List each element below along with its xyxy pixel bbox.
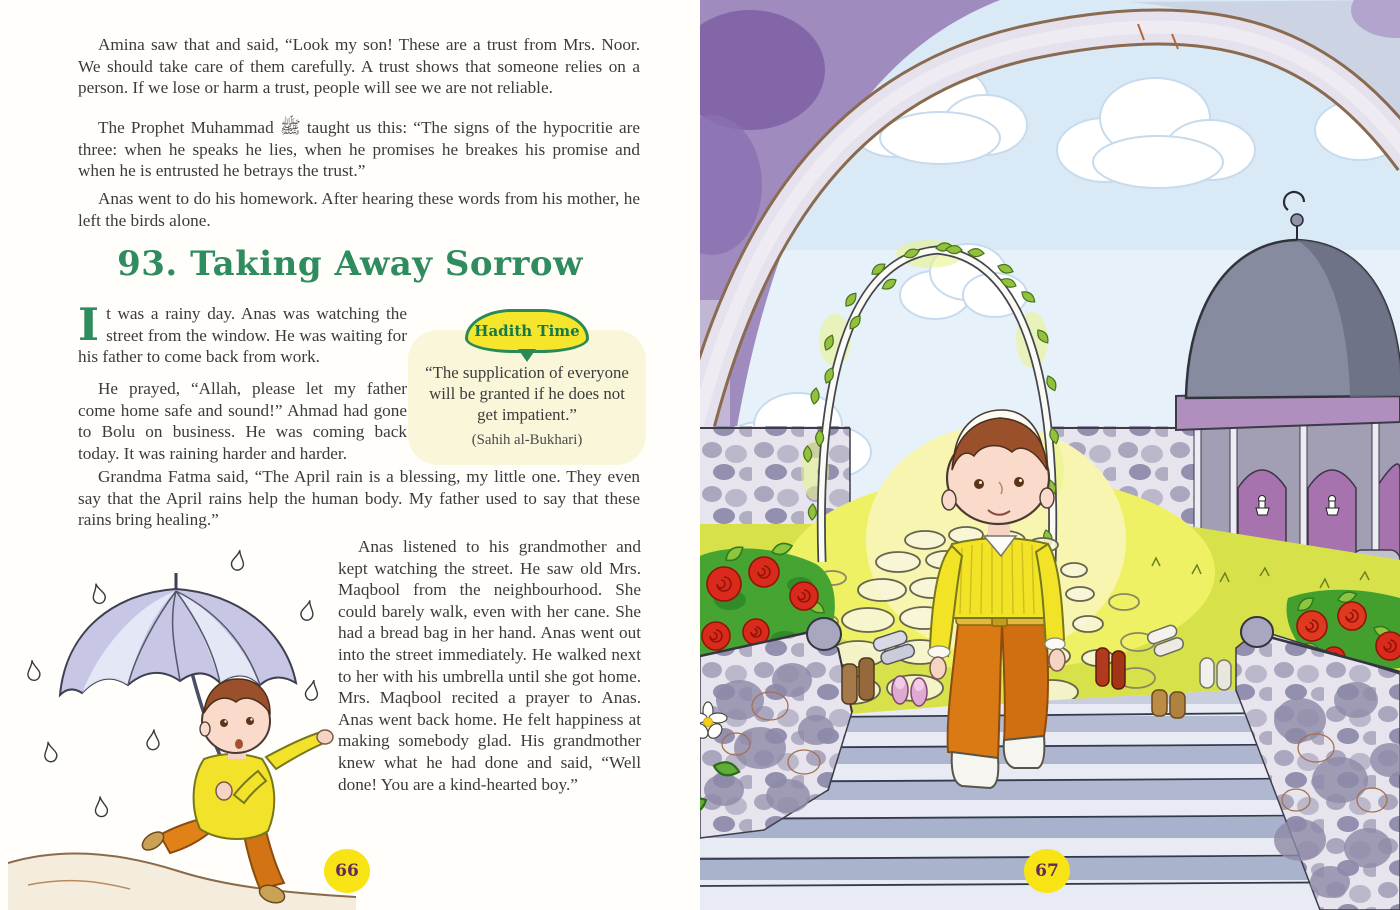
hadith-time-box	[408, 322, 646, 465]
back-shoe	[139, 828, 167, 853]
right-page-illustration	[700, 0, 1400, 910]
hadith-quote: “The supplication of everyone will be granted if he does not get impatient.”	[425, 363, 629, 424]
mouth	[235, 739, 243, 749]
paragraph-prayer: He prayed, “Allah, please let my father come home safe and sound!” Ahmad had gone to Bolu on business. He was coming back today. It was raining harder and harder.	[78, 379, 407, 463]
paragraph-amina: Amina saw that and said, “Look my son! These are a trust from Mrs. Noor. We should take care of them carefully. A trust shows that someone relies on a person. If we lose or harm a trust, people will see we are not reliable.	[78, 35, 640, 98]
story-paragraph-dropcap	[78, 298, 407, 368]
umbrella-boy-illustration	[8, 545, 358, 910]
hadith-source: (Sahih al-Bukhari)	[471, 432, 583, 448]
right-trouser-leg	[1002, 624, 1048, 742]
right-hand	[1049, 649, 1065, 671]
badge-pointer	[518, 349, 536, 362]
page-number-badge-right: 67	[1024, 849, 1070, 893]
hadith-badge-label: Hadith Time	[474, 322, 580, 340]
story-text: t was a rainy day. Anas was watching the street from the window. He was waiting for his father to come back from work.	[78, 304, 407, 367]
paragraph-grandma: Grandma Fatma said, “The April rain is a blessing, my little one. They even say that the April rains help the human body. My father used to say that these rains bring healing.”	[78, 467, 640, 530]
sweater	[194, 754, 275, 839]
paragraph-homework: Anas went to do his homework. After hearing these words from his mother, he left the birds alone.	[78, 189, 640, 230]
paragraph-anas-helps: Anas listened to his grandmother and kept watching the street. He saw old Mrs. Maqbool from the neighbourhood. She could barely walk, even with her cane. She had a bread bag in her hand. Anas went out into the street immediately. He walked next to her with his umbrella until she got home. Mrs. Maqbool recited a prayer to Anas. Anas went back home. He felt happiness at making somebody glad. His grandmother knew what he had done and said, “Well done! You are a kind-hearted boy.”	[338, 537, 641, 794]
sandy-ground	[8, 853, 356, 910]
chapter-heading: 93. Taking Away Sorrow	[117, 244, 583, 284]
open-hand	[317, 730, 333, 744]
ball-finial	[807, 618, 841, 650]
paragraph-prophet-quote: The Prophet Muhammad ﷺ taught us this: “The signs of the hypocritie are three: when he speaks he lies, when he promises he breakes his promise and when he is entrusted he betrays the trust.”	[78, 118, 640, 181]
drop-cap: I	[78, 298, 100, 351]
umbrella-boy-svg	[8, 545, 358, 910]
hadith-time-badge	[465, 309, 589, 353]
left-trouser-leg	[948, 624, 1002, 758]
ball-finial	[1241, 617, 1273, 647]
front-leg	[244, 831, 284, 889]
right-shoe	[1004, 736, 1045, 768]
boy-walking	[928, 410, 1065, 788]
left-shoe	[952, 752, 999, 788]
page-number-badge-left: 66	[324, 849, 370, 893]
garden-scene-svg	[700, 0, 1400, 910]
gripping-hand	[216, 782, 232, 800]
left-hand	[930, 657, 946, 679]
